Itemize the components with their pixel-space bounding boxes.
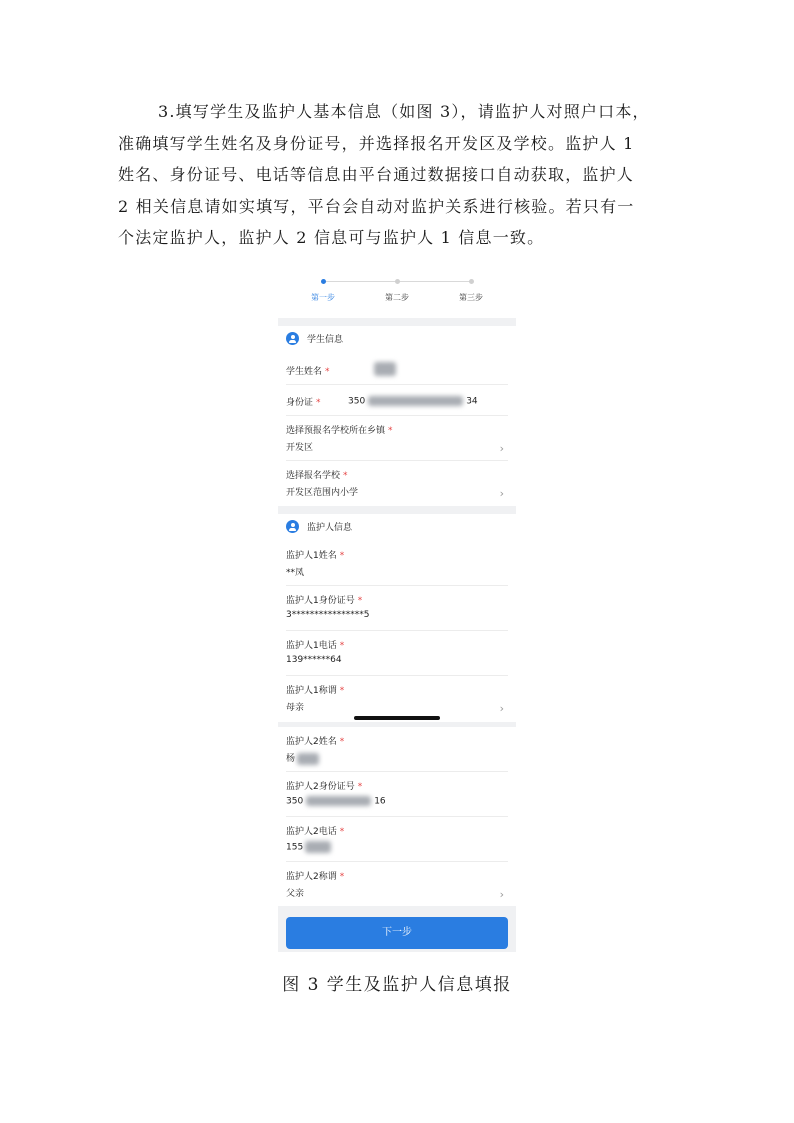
paragraph-line-4: 2 相关信息请如实填写，平台会自动对监护关系进行核验。若只有一 bbox=[118, 196, 635, 216]
field-label: 身份证 * bbox=[286, 398, 321, 408]
field-label: 监护人2电话 * bbox=[286, 827, 345, 837]
field-label: 监护人1电话 * bbox=[286, 641, 345, 651]
field-value: 杨 bbox=[286, 751, 319, 765]
section-divider bbox=[278, 318, 516, 326]
step-dot bbox=[395, 279, 400, 284]
chevron-right-icon: › bbox=[499, 442, 504, 455]
guardian1-id-field[interactable] bbox=[286, 586, 508, 631]
field-value: 350 16 bbox=[286, 796, 386, 807]
student-section-header bbox=[278, 326, 516, 352]
home-indicator bbox=[354, 716, 440, 720]
step-label: 第一步 bbox=[311, 293, 335, 302]
field-label: 选择预报名学校所在乡镇 * bbox=[286, 426, 393, 436]
field-value: 139******64 bbox=[286, 655, 342, 665]
step-label: 第三步 bbox=[459, 293, 483, 302]
field-label: 监护人1身份证号 * bbox=[286, 596, 363, 606]
person-icon bbox=[286, 520, 299, 533]
paragraph-line-3: 姓名、身份证号、电话等信息由平台通过数据接口自动获取，监护人 bbox=[118, 165, 635, 184]
progress-stepper bbox=[278, 276, 516, 316]
field-label: 监护人1称谓 * bbox=[286, 686, 345, 696]
guardian1-name-field[interactable] bbox=[286, 541, 508, 586]
section-divider bbox=[278, 506, 516, 514]
paragraph-line-2: 准确填写学生姓名及身份证号，并选择报名开发区及学校。监护人 1 bbox=[118, 133, 635, 153]
step-dot bbox=[469, 279, 474, 284]
paragraph-line-1: 3.填写学生及监护人基本信息（如图 3），请监护人对照户口本， bbox=[158, 102, 650, 121]
chevron-right-icon: › bbox=[499, 702, 504, 715]
phone-screenshot bbox=[278, 276, 516, 952]
field-label: 学生姓名 * bbox=[286, 367, 330, 377]
school-select[interactable] bbox=[286, 461, 508, 505]
section-title: 学生信息 bbox=[307, 335, 344, 345]
step-3[interactable] bbox=[441, 276, 501, 303]
step-2[interactable] bbox=[367, 276, 427, 303]
guardian2-id-field[interactable] bbox=[286, 772, 508, 817]
town-select[interactable] bbox=[286, 416, 508, 461]
field-value-redacted bbox=[374, 362, 396, 376]
figure-caption: 图 3 学生及监护人信息填报 bbox=[282, 975, 512, 995]
field-label: 监护人2称谓 * bbox=[286, 872, 345, 882]
field-label: 监护人1姓名 * bbox=[286, 551, 345, 561]
guardian-section-header bbox=[278, 514, 516, 540]
field-value: 开发区 bbox=[286, 443, 314, 453]
chevron-right-icon: › bbox=[499, 487, 504, 500]
step-1[interactable] bbox=[293, 276, 353, 303]
field-label: 监护人2姓名 * bbox=[286, 737, 345, 747]
field-value: **凤 bbox=[286, 568, 305, 578]
student-id-field[interactable] bbox=[286, 385, 508, 416]
paragraph-line-5: 个法定监护人，监护人 2 信息可与监护人 1 信息一致。 bbox=[118, 228, 545, 247]
field-value: 155 bbox=[286, 841, 331, 853]
guardian2-phone-field[interactable] bbox=[286, 817, 508, 862]
instruction-paragraph bbox=[118, 96, 688, 254]
field-value: 母亲 bbox=[286, 703, 305, 713]
field-value: 父亲 bbox=[286, 889, 305, 899]
person-icon bbox=[286, 332, 299, 345]
guardian2-relation-select[interactable] bbox=[286, 862, 508, 906]
step-dot bbox=[321, 279, 326, 284]
field-value: 3****************5 bbox=[286, 610, 370, 620]
step-label: 第二步 bbox=[385, 293, 409, 302]
field-label: 选择报名学校 * bbox=[286, 471, 348, 481]
field-value: 350 34 bbox=[348, 396, 478, 407]
field-label: 监护人2身份证号 * bbox=[286, 782, 363, 792]
guardian2-name-field[interactable] bbox=[286, 727, 508, 772]
section-title: 监护人信息 bbox=[307, 523, 353, 533]
next-step-button[interactable]: 下一步 bbox=[286, 917, 508, 949]
guardian1-phone-field[interactable] bbox=[286, 631, 508, 676]
chevron-right-icon: › bbox=[499, 888, 504, 901]
guardian1-relation-select[interactable] bbox=[286, 676, 508, 720]
student-name-field[interactable] bbox=[286, 354, 508, 385]
field-value: 开发区范围内小学 bbox=[286, 488, 359, 498]
